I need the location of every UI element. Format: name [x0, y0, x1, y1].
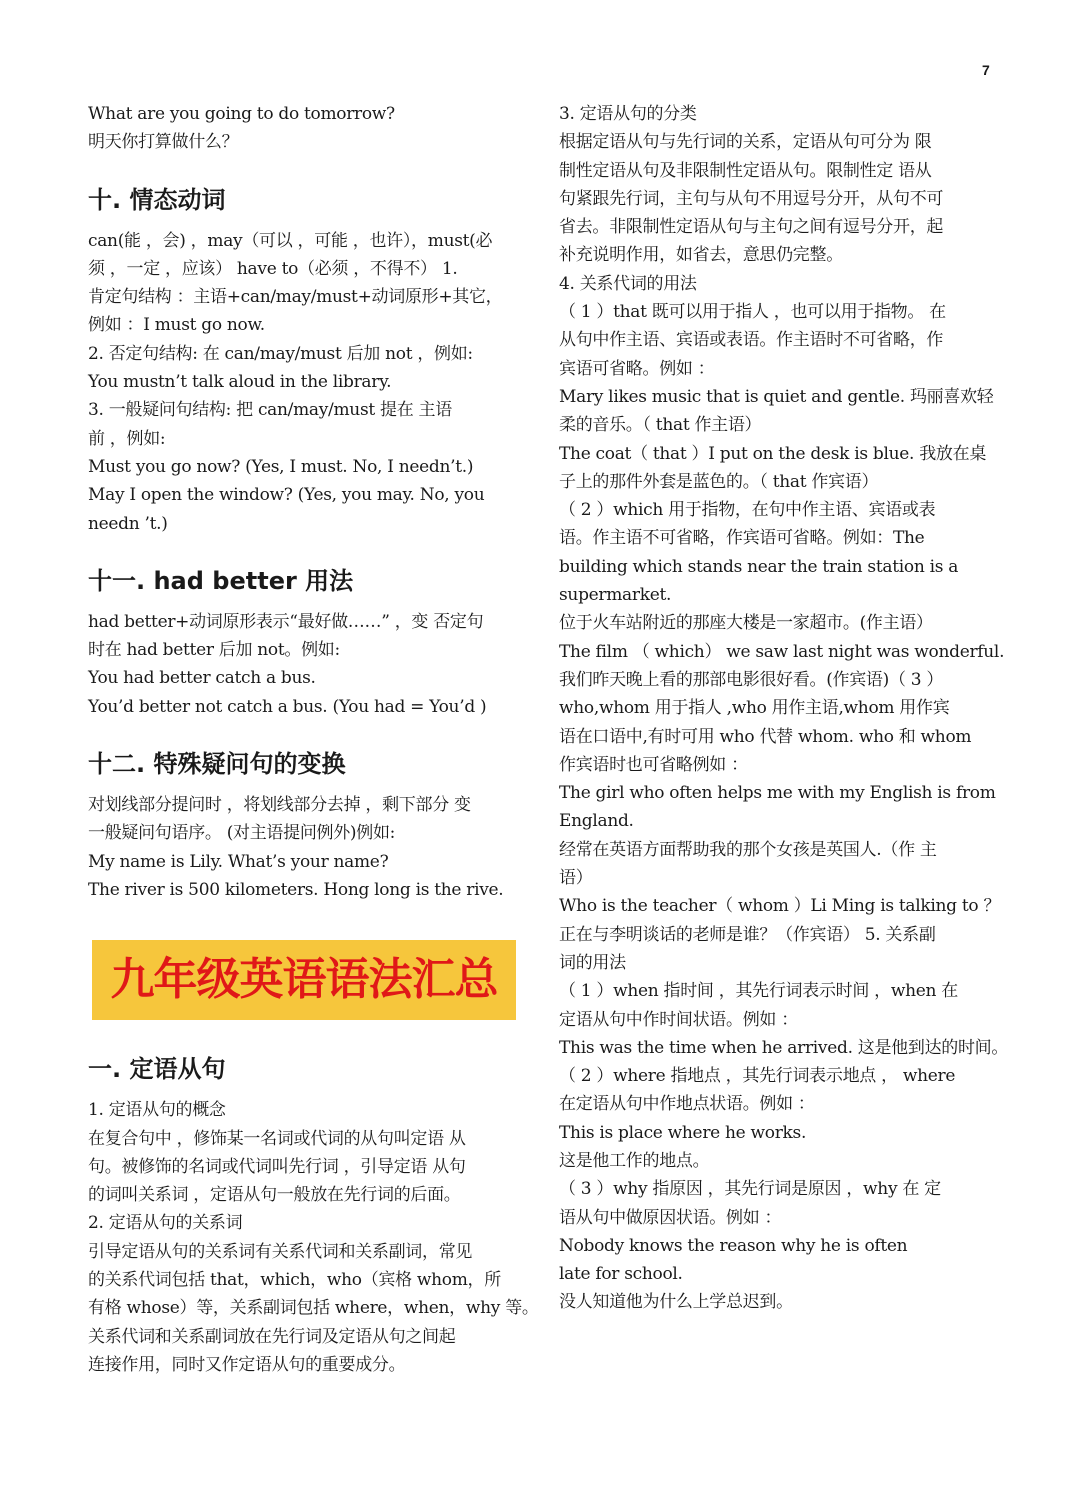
- text-line: This was the time when he arrived. 这是他到达的时间。: [559, 1037, 1009, 1058]
- text-line: 对划线部分提问时 ，将划线部分去掉 ，剩下部分 变: [88, 795, 471, 816]
- text-line: 补充说明作用，如省去，意思仍完整。: [559, 245, 843, 266]
- text-line: Mary likes music that is quiet and gentle. 玛丽喜欢轻: [559, 386, 994, 407]
- text-line: 明天你打算做什么？: [88, 132, 239, 153]
- text-line: who,whom 用于指人 ,who 用作主语,whom 用作宾: [559, 698, 950, 719]
- text-line: （ 1 ）when 指时间 ，其先行词表示时间 ，when 在: [559, 981, 958, 1002]
- text-line: 从句中作主语、宾语或表语。作主语时不可省略，作: [559, 330, 944, 351]
- text-line: 语）: [559, 868, 593, 889]
- section-body-modal-verbs: [88, 227, 524, 538]
- text-line: 制性定语从句及非限制性定语从句。限制性定 语从: [559, 160, 932, 181]
- text-line: 位于火车站附近的那座大楼是一家超市。(作主语）: [559, 613, 933, 634]
- text-line: 宾语可省略。例如 ：: [559, 358, 715, 379]
- text-line: 这是他工作的地点。: [559, 1150, 710, 1171]
- text-line: 2. 定语从句的关系词: [88, 1213, 243, 1234]
- text-line: The girl who often helps me with my English is from: [559, 783, 996, 804]
- text-line: 没人知道他为什么上学总迟到。: [559, 1292, 793, 1313]
- text-line: 在复合句中 ，修饰某一名词或代词的从句叫定语 从: [88, 1128, 466, 1149]
- text-line: May I open the window? (Yes, you may. No, you: [88, 485, 485, 506]
- text-line: 经常在英语方面帮助我的那个女孩是英国人.（作 主: [559, 839, 937, 860]
- section-heading-had-better: 十一. had better 用法: [88, 566, 354, 595]
- text-line: 引导定语从句的关系词有关系代词和关系副词，常见: [88, 1241, 473, 1262]
- text-line: England.: [559, 811, 634, 832]
- text-line: Nobody knows the reason why he is often: [559, 1235, 908, 1256]
- grade-nine-grammar-banner: 九年级英语语法汇总: [92, 940, 516, 1020]
- text-line: What are you going to do tomorrow?: [88, 104, 395, 124]
- text-line: 的词叫关系词 ，定语从句一般放在先行词的后面。: [88, 1185, 461, 1206]
- text-line: 子上的那件外套是蓝色的。（ that 作宾语）: [559, 471, 879, 492]
- text-line: 根据定语从句与先行词的关系，定语从句可分为 限: [559, 132, 932, 153]
- text-line: 前 ，例如:: [88, 428, 166, 449]
- text-line: 我们昨天晚上看的那部电影很好看。(作宾语)（ 3 ）: [559, 669, 944, 690]
- text-line: 2. 否定句结构: 在 can/may/must 后加 not ，例如:: [88, 343, 473, 364]
- right-column: [559, 100, 1009, 1317]
- text-line: 有格 whose）等，关系副词包括 where，when，why 等。: [88, 1298, 539, 1319]
- text-line: 定语从句中作时间状语。例如 ：: [559, 1009, 798, 1030]
- text-line: The film （ which） we saw last night was wonderful.: [559, 641, 1005, 662]
- text-line: The coat（ that ）I put on the desk is blue. 我放在桌: [559, 443, 987, 464]
- left-column: [88, 100, 539, 1379]
- text-line: （ 2 ）which 用于指物，在句中作主语、宾语或表: [559, 500, 936, 521]
- text-line: 3. 定语从句的分类: [559, 104, 697, 124]
- text-line: 词的用法: [559, 952, 626, 973]
- text-line: 句。被修饰的名词或代词叫先行词 ，引导定语 从句: [88, 1156, 466, 1177]
- text-line: 一般疑问句语序。 (对主语提问例外)例如:: [88, 823, 396, 844]
- text-line: had better+动词原形表示“最好做……” ，变 否定句: [88, 611, 484, 632]
- text-line: 正在与李明谈话的老师是谁？（作宾语） 5. 关系副: [559, 924, 936, 945]
- text-line: 在定语从句中作地点状语。例如 ：: [559, 1094, 815, 1115]
- section-body-had-better: [88, 608, 524, 721]
- text-line: 连接作用，同时又作定语从句的重要成分。: [88, 1354, 406, 1375]
- text-line: （ 2 ）where 指地点 ，其先行词表示地点 ， where: [559, 1066, 956, 1087]
- section-body-special-questions: [88, 791, 524, 904]
- text-line: 肯定句结构 ：主语+can/may/must+动词原形+其它，: [88, 287, 503, 308]
- text-line: （ 3 ）why 指原因 ，其先行词是原因 ，why 在 定: [559, 1179, 941, 1200]
- text-line: This is place where he works.: [559, 1122, 807, 1143]
- text-line: can(能 ，会) ，may（可以 ，可能 ，也许），must(必: [88, 230, 493, 251]
- text-line: 语从句中做原因状语。例如 ：: [559, 1207, 782, 1228]
- text-line: Who is the teacher（ whom ）Li Ming is talking to ？: [559, 896, 1001, 917]
- text-line: 语在口语中,有时可用 who 代替 whom. who 和 whom: [559, 726, 972, 747]
- text-line: supermarket.: [559, 585, 672, 606]
- text-line: 1. 定语从句的概念: [88, 1100, 226, 1121]
- text-line: 时在 had better 后加 not。例如:: [88, 640, 340, 661]
- section-heading-attributive-clause: 一. 定语从句: [88, 1055, 226, 1084]
- text-line: 柔的音乐。（ that 作主语）: [559, 415, 762, 436]
- text-line: （ 1 ）that 既可以用于指人 ，也可以用于指物。 在: [559, 302, 946, 323]
- text-line: 的关系代词包括 that，which，who（宾格 whom，所: [88, 1270, 501, 1291]
- text-line: 语。作主语不可省略，作宾语可省略。例如：The: [559, 528, 925, 549]
- text-line: needn ’t.): [88, 513, 168, 534]
- text-line: You’d better not catch a bus. (You had = You’d ): [88, 696, 487, 717]
- text-line: You had better catch a bus.: [88, 668, 316, 689]
- section-heading-special-questions: 十二. 特殊疑问句的变换: [88, 750, 346, 779]
- text-line: 句紧跟先行词，主句与从句不用逗号分开，从句不可: [559, 188, 944, 209]
- text-line: 关系代词和关系副词放在先行词及定语从句之间起: [88, 1326, 456, 1347]
- text-line: late for school.: [559, 1264, 683, 1285]
- intro-block: [88, 100, 524, 157]
- section-heading-modal-verbs: 十. 情态动词: [88, 185, 226, 214]
- text-line: You mustn’t talk aloud in the library.: [88, 372, 392, 393]
- section-body-attributive-clause: [88, 1096, 539, 1379]
- text-line: 3. 一般疑问句结构: 把 can/may/must 提在 主语: [88, 400, 452, 421]
- text-line: 须 ，一定 ，应该） have to（必须 ，不得不） 1.: [88, 258, 458, 279]
- text-line: 省去。非限制性定语从句与主句之间有逗号分开，起: [559, 217, 944, 238]
- text-line: 作宾语时也可省略例如 ：: [559, 754, 748, 775]
- text-line: 4. 关系代词的用法: [559, 273, 697, 294]
- text-line: 例如 ：I must go now.: [88, 315, 265, 336]
- page-number: 7: [982, 62, 990, 78]
- text-line: building which stands near the train station is a: [559, 556, 959, 577]
- text-line: Must you go now? (Yes, I must. No, I needn’t.): [88, 456, 474, 477]
- text-line: The river is 500 kilometers. Hong long is the rive.: [88, 879, 504, 900]
- text-line: My name is Lily. What’s your name?: [88, 851, 389, 872]
